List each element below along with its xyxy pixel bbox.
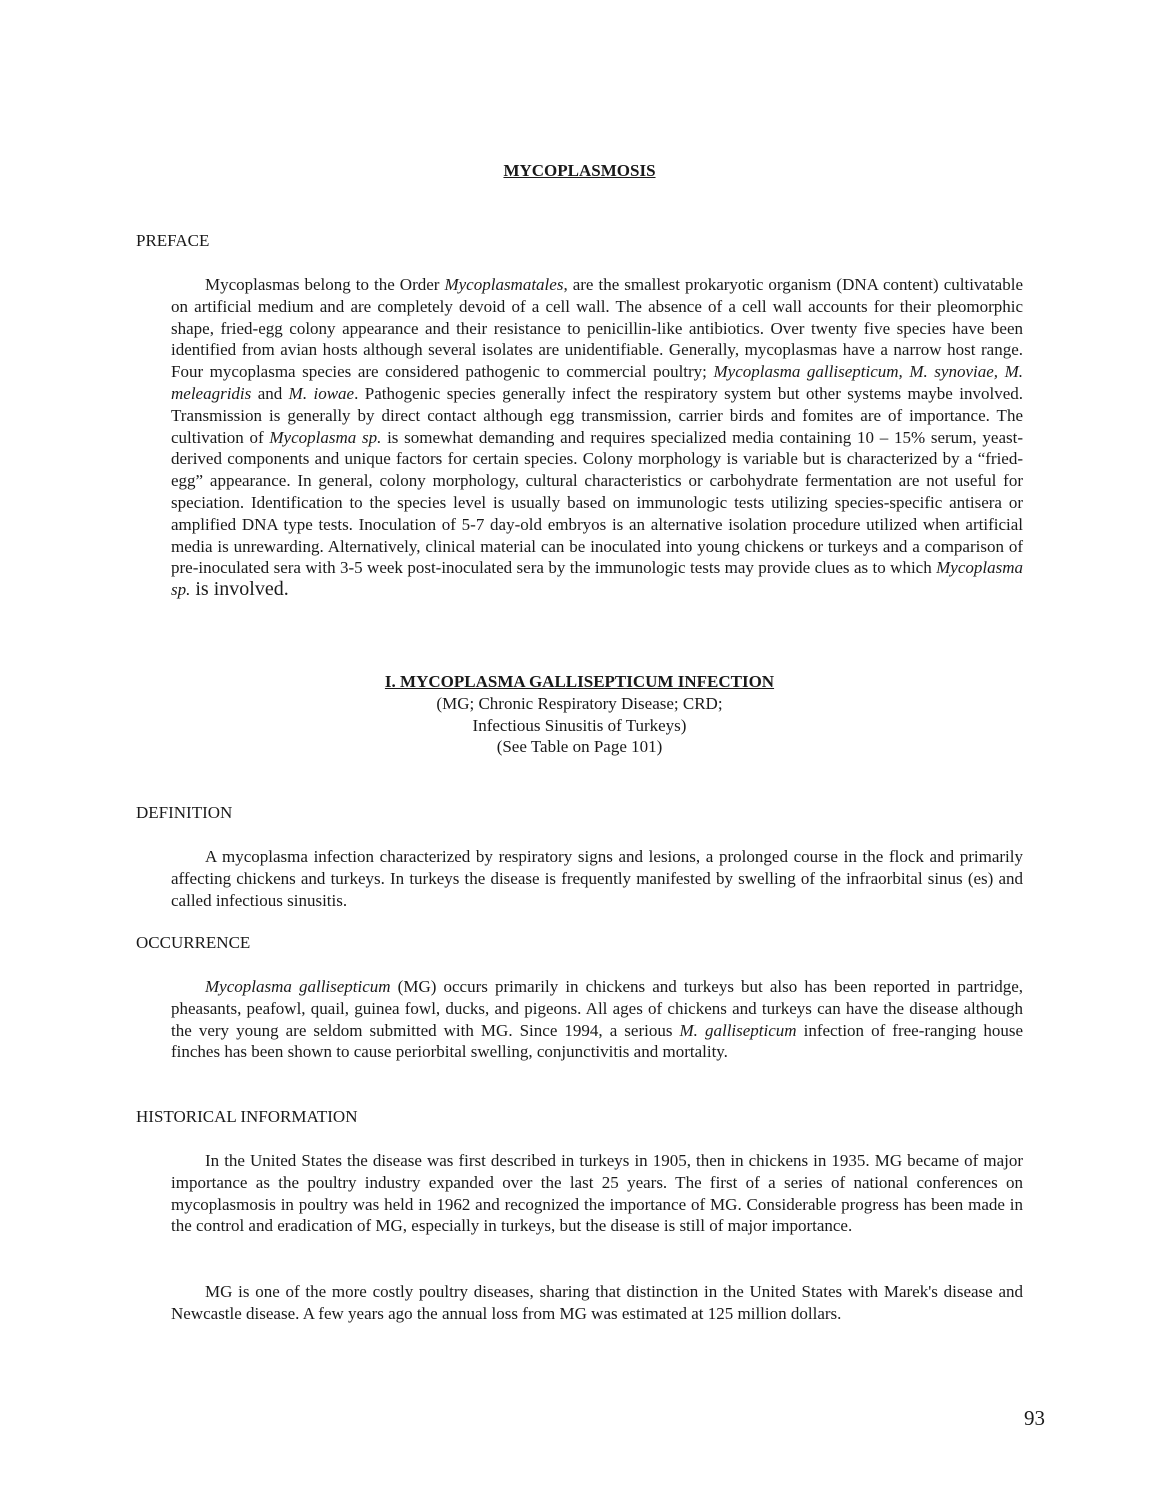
section-subtitle-2: Infectious Sinusitis of Turkeys) — [472, 715, 687, 735]
preface-text-5: is somewhat demanding and requires specialized media containing 10 – 15% serum, yeast-derived components and unique factors for certain species. Colony morphology is variable but is characterized by a “fried-egg” appearance. In general, colony morphology, cultural characteristics or carbohydrate fermentation are not useful for speciation. Identification to the species level is usually based on immunologic tests utilizing species-specific antisera or amplified DNA type tests. Inoculation of 5-7 day-old embryos is an alternative isolation procedure utilized when artificial media is unrewarding. Alternatively, clinical material can be inoculated into young chickens or turkeys and a comparison of pre-inoculated sera with 3-5 week post-inoculated sera by the immunologic tests may provide clues as to which — [171, 427, 1023, 578]
definition-paragraph: A mycoplasma infection characterized by respiratory signs and lesions, a prolonged course in the flock and primarily affecting chickens and turkeys. In turkeys the disease is frequently manifested by swelling of the infraorbital sinus (es) and called infectious sinusitis. — [171, 847, 1023, 910]
page-title: MYCOPLASMOSIS — [503, 161, 656, 180]
preface-italic-2: Mycoplasma gallisepticum, M. synoviae, M. meleagridis — [171, 362, 1024, 403]
occurrence-text-2: infection of free-ranging house finches has been shown to cause periorbital swelling, conjunctivitis and mortality. — [171, 1020, 1024, 1062]
historical-paragraph-2: MG is one of the more costly poultry diseases, sharing that distinction in the United States with Marek's disease and Newcastle disease. A few years ago the annual loss from MG was estimated at 125 million dollars. — [171, 1282, 1023, 1323]
preface-italic-1: Mycoplasmatales — [444, 275, 564, 294]
occurrence-italic-2: M. gallisepticum — [679, 1020, 797, 1040]
preface-italic-3: M. iowae — [288, 383, 355, 403]
historical-paragraph-1: In the United States the disease was first described in turkeys in 1905, then in chickens in 1935. MG became of major importance as the poultry industry expanded over the last 25 years. The first of a series of national conferences on mycoplasmosis in poultry was held in 1962 and recognized the importance of MG. Considerable progress has been made in the control and eradication of MG, especially in turkeys, but the disease is still of major importance. — [171, 1151, 1023, 1236]
section-heading-block — [0, 671, 1159, 758]
preface-text-2: , are the smallest prokaryotic organism (DNA content) cultivatable on artificial medium and are completely devoid of a cell wall. The absence of a cell wall accounts for their pleomorphic shape, fried-egg colony appearance and their resistance to penicillin-like antibiotics. Over twenty five species have been identified from avian hosts although several isolates are unidentifiable. Generally, mycoplasmas have a narrow host range. Four mycoplasma species are considered pathogenic to commercial poultry; — [171, 275, 1024, 382]
occurrence-text-1: (MG) occurs primarily in chickens and turkeys but also has been reported in partridge, pheasants, peafowl, quail, guinea fowl, ducks, and pigeons. All ages of chickens and turkeys can have the disease although the very young are seldom submitted with MG. Since 1994, a serious — [171, 977, 1023, 1040]
definition-label: DEFINITION — [136, 803, 233, 822]
preface-label: PREFACE — [136, 231, 210, 250]
preface-text-1: Mycoplasmas belong to the Order — [205, 275, 445, 294]
historical-label: HISTORICAL INFORMATION — [136, 1107, 358, 1126]
occurrence-italic-1: Mycoplasma gallisepticum — [205, 977, 391, 996]
preface-text-3: and — [251, 383, 289, 403]
preface-italic-5: Mycoplasma sp. — [171, 558, 1023, 600]
page-number: 93 — [1024, 1406, 1045, 1430]
preface-text-6: is involved. — [190, 578, 289, 601]
occurrence-label: OCCURRENCE — [136, 933, 251, 952]
section-subtitle-3: (See Table on Page 101) — [496, 737, 663, 757]
section-subtitle-1: (MG; Chronic Respiratory Disease; CRD; — [436, 693, 723, 713]
preface-paragraph — [171, 274, 1023, 601]
preface-italic-4: Mycoplasma sp. — [269, 427, 382, 447]
section-heading: I. MYCOPLASMA GALLISEPTICUM INFECTION — [384, 672, 775, 691]
occurrence-paragraph — [171, 976, 1023, 1063]
preface-text-4: . Pathogenic species generally infect the respiratory system but other systems maybe involved. Transmission is generally by direct contact although egg transmission, carrier birds and fomites are of importance. The cultivation of — [171, 383, 1024, 447]
